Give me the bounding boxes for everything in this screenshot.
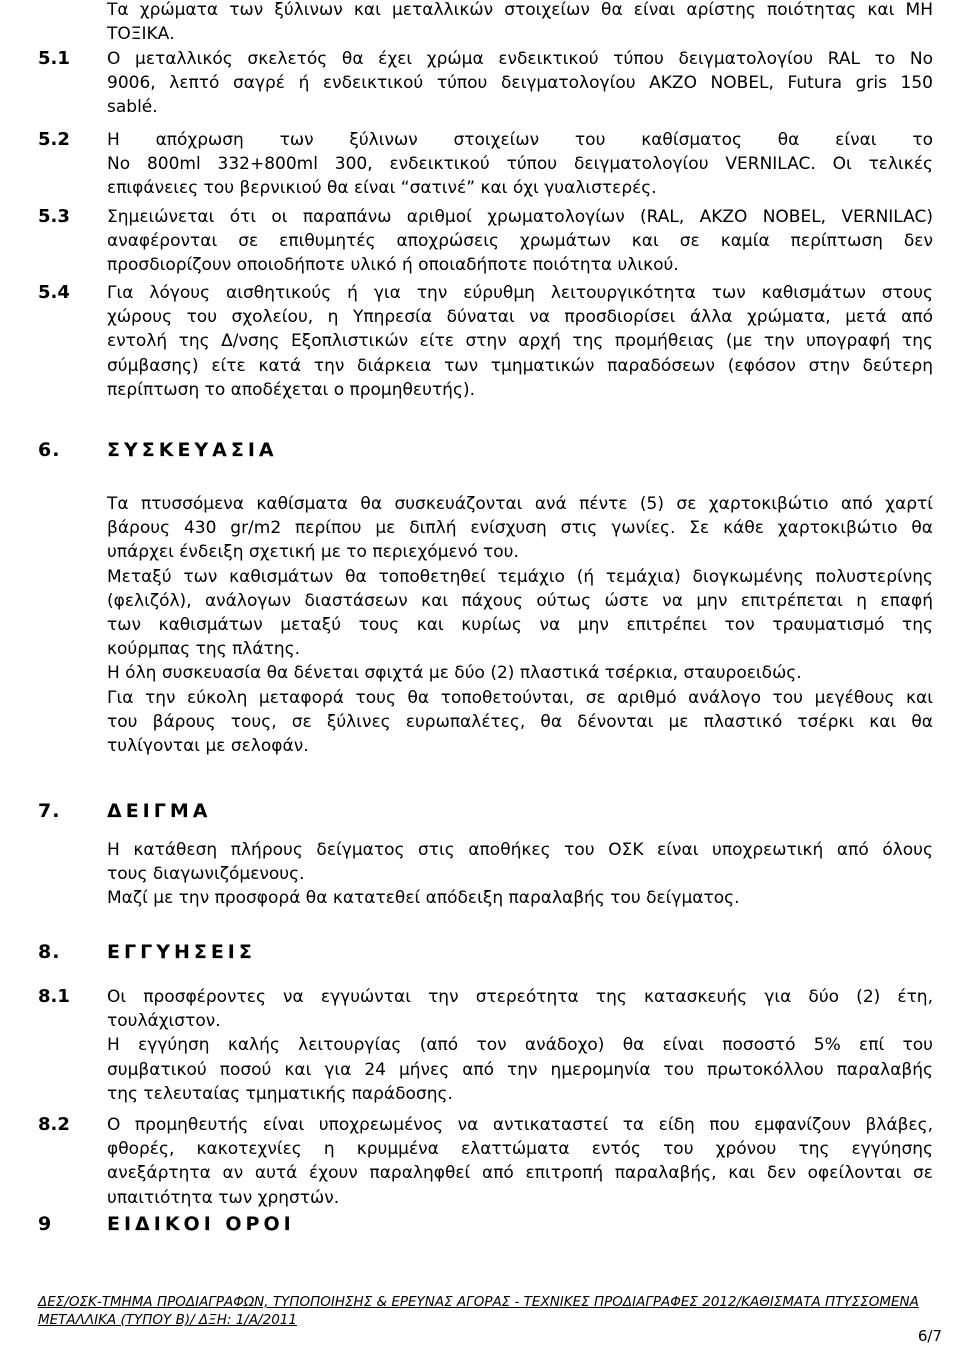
item-number: 5.1: [38, 48, 70, 69]
item-number: 5.4: [38, 282, 70, 303]
text-line: Τα πτυσσόμενα καθίσματα θα συσκευάζονται ανά πέντε (5) σε χαρτοκιβώτιο από χαρτί: [107, 494, 933, 514]
text-line: ΤΟΞΙΚΑ.: [107, 24, 175, 45]
text-line: sablé.: [107, 97, 158, 118]
item-5-3-text: [107, 205, 933, 278]
text-line: κούρμπας της πλάτης.: [107, 639, 300, 660]
intro-paragraph: [107, 0, 933, 46]
text-line: Μεταξύ των καθισμάτων θα τοποθετηθεί τεμάχιο (ή τεμάχια) διογκωμένης πολυστερίνης: [107, 566, 933, 587]
section-title: ΕΙΔΙΚΟΙ ΟΡΟΙ: [107, 1213, 295, 1235]
text-line: του βάρους τους, σε ξύλινες ευρωπαλέτες, θα δένονται με πλαστικό τσέρκι και θα: [107, 711, 933, 732]
text-line: Ο προμηθευτής είναι υποχρεωμένος να αντικαταστεί τα είδη που εμφανίζουν βλάβες,: [107, 1115, 933, 1135]
item-8-2-text: [107, 1113, 933, 1210]
text-line: Οι προσφέροντες να εγγυώνται την στερεότητα της κατασκευής για δύο (2) έτη,: [107, 987, 933, 1007]
text-line: Για λόγους αισθητικούς ή για την εύρυθμη λειτουργικότητα των καθισμάτων στους: [107, 283, 933, 303]
text-line: Η εγγύηση καλής λειτουργίας (από τον ανάδοχο) θα είναι ποσοστό 5% επί του: [107, 1035, 933, 1056]
text-line: υπάρχει ένδειξη σχετική με το περιεχόμενό του.: [107, 542, 519, 563]
text-line: Η κατάθεση πλήρους δείγματος στις αποθήκες του ΟΣΚ είναι υποχρεωτική από όλους: [107, 840, 933, 860]
item-number: 5.2: [38, 129, 70, 150]
section-7-text: [107, 838, 933, 911]
text-line: επιφάνειες του βερνικιού θα είναι “σατινέ” και όχι γυαλιστερές.: [107, 178, 657, 199]
text-line: περίπτωση το αποδέχεται ο προμηθευτής).: [107, 379, 475, 400]
section-title: ΔΕΙΓΜΑ: [107, 800, 212, 822]
text-line: προσδιορίζουν οποιοδήποτε υλικό ή οποιαδήποτε ποιότητα υλικού.: [107, 255, 679, 276]
text-line: των καθισμάτων μεταξύ τους και κυρίως να μην επιτρέπει τον τραυματισμό της: [107, 615, 933, 636]
text-line: τουλάχιστον.: [107, 1011, 221, 1032]
page-footer: [38, 1293, 938, 1329]
item-number: 8.1: [38, 986, 70, 1007]
text-line: σύμβασης) είτε κατά την διάρκεια των τμηματικών παραδόσεων (εφόσον στην δεύτερη: [107, 355, 933, 376]
text-line: συμβατικού ποσού και για 24 μήνες από την ημερομηνία του πρωτοκόλλου παραλαβής: [107, 1059, 933, 1080]
section-number: 7.: [38, 800, 61, 822]
text-line: (φελιζόλ), ανάλογων διαστάσεων και πάχους ούτως ώστε να μην επιτρέπεται η επαφή: [107, 590, 933, 611]
section-number: 8.: [38, 941, 61, 963]
footer-line: ΜΕΤΑΛΛΙΚΑ (ΤΥΠΟΥ Β)/ ΔΞΗ: 1/Α/2011: [38, 1312, 297, 1328]
section-title: ΣΥΣΚΕΥΑΣΙΑ: [107, 439, 278, 461]
text-line: εντολή της Δ/νσης Εξοπλιστικών είτε στην αρχή της προμήθειας (με την υπογραφή της: [107, 331, 933, 352]
page-number: 6/7: [917, 1327, 942, 1345]
text-line: της τελευταίας τμηματικής παράδοσης.: [107, 1083, 453, 1104]
section-6-text: [107, 492, 933, 758]
section-number: 9: [38, 1213, 53, 1235]
text-line: ανεξάρτητα αν αυτά έχουν παραληφθεί από επιτροπή παραλαβής, και δεν οφείλονται σε: [107, 1163, 933, 1184]
text-line: αναφέρονται σε επιθυμητές αποχρώσεις χρωμάτων και σε καμία περίπτωση δεν: [107, 231, 933, 252]
text-line: Μαζί με την προσφορά θα κατατεθεί απόδειξη παραλαβής του δείγματος.: [107, 888, 740, 909]
section-number: 6.: [38, 439, 61, 461]
footer-line: ΔΕΣ/ΟΣΚ-ΤΜΗΜΑ ΠΡΟΔΙΑΓΡΑΦΩΝ, ΤΥΠΟΠΟΙΗΣΗΣ & ΕΡΕΥΝΑΣ ΑΓΟΡΑΣ - ΤΕΧΝΙΚΕΣ ΠΡΟΔΙΑΓΡΑΦΕΣ 2012/ΚΑΘΙΣΜΑΤΑ ΠΤΥΣΣΟΜΕΝΑ: [38, 1294, 919, 1310]
text-line: 9006, λεπτό σαγρέ ή ενδεικτικού τύπου δειγματολογίου AKZO NOBEL, Futura gris 150: [107, 73, 933, 94]
text-line: τους διαγωνιζόμενους.: [107, 864, 305, 885]
text-line: Η όλη συσκευασία θα δένεται σφιχτά με δύο (2) πλαστικά τσέρκια, σταυροειδώς.: [107, 663, 802, 684]
text-line: φθορές, κακοτεχνίες η κρυμμένα ελαττώματα εντός του χρόνου της εγγύησης: [107, 1139, 933, 1160]
text-line: χώρους του σχολείου, η Υπηρεσία δύναται να προσδιορίσει άλλα χρώματα, μετά από: [107, 307, 933, 328]
item-5-2-text: [107, 128, 933, 201]
item-5-4-text: [107, 281, 933, 402]
text-line: Τα χρώματα των ξύλινων και μεταλλικών στοιχείων θα είναι αρίστης ποιότητας και ΜΗ: [107, 0, 933, 20]
item-number: 8.2: [38, 1114, 70, 1135]
text-line: τυλίγονται με σελοφάν.: [107, 736, 309, 757]
section-title: ΕΓΓΥΗΣΕΙΣ: [107, 941, 256, 963]
text-line: Νο 800ml 332+800ml 300, ενδεικτικού τύπου δειγματολογίου VERNILAC. Οι τελικές: [107, 154, 933, 175]
text-line: βάρους 430 gr/m2 περίπου με διπλή ενίσχυση στις γωνίες. Σε κάθε χαρτοκιβώτιο θα: [107, 518, 933, 539]
text-line: Ο μεταλλικός σκελετός θα έχει χρώμα ενδεικτικού τύπου δειγματολογίου RAL το Νο: [107, 49, 933, 69]
text-line: Για την εύκολη μεταφορά τους θα τοποθετούνται, σε αριθμό ανάλογο του μεγέθους και: [107, 687, 933, 708]
item-5-1-text: [107, 47, 933, 120]
text-line: Η απόχρωση των ξύλινων στοιχείων του καθίσματος θα είναι το: [107, 130, 933, 150]
text-line: υπαιτιότητα των χρηστών.: [107, 1187, 340, 1208]
item-8-1-text: [107, 985, 933, 1106]
text-line: Σημειώνεται ότι οι παραπάνω αριθμοί χρωματολογίων (RAL, AKZO NOBEL, VERNILAC): [107, 207, 933, 227]
item-number: 5.3: [38, 206, 70, 227]
